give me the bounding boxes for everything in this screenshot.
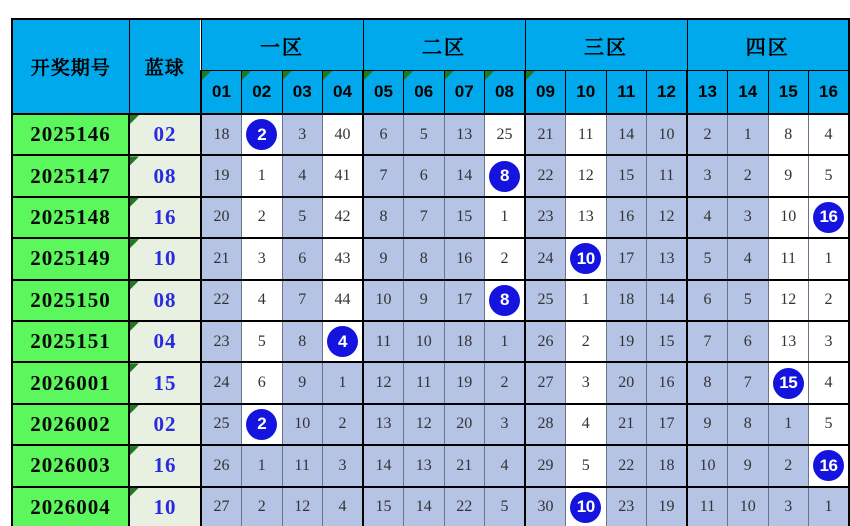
- miss-count-cell: 25: [525, 280, 566, 321]
- miss-count-cell: 15: [444, 197, 485, 238]
- miss-count-cell: 13: [768, 321, 809, 362]
- miss-count-cell: 10: [282, 404, 323, 445]
- blue-ball-hit-marker: 8: [489, 161, 520, 192]
- miss-count-cell: 5: [404, 114, 445, 155]
- miss-count-cell: 5: [485, 487, 526, 526]
- column-header-14: 14: [728, 71, 769, 115]
- miss-count-cell: 43: [323, 238, 364, 279]
- period-cell: 2025149: [12, 238, 129, 279]
- corner-triangle-icon: [404, 71, 413, 80]
- miss-count-cell: 11: [566, 114, 607, 155]
- miss-count-cell: 5: [242, 321, 283, 362]
- column-header-06: 06: [404, 71, 445, 115]
- blue-ball-hit-marker: 4: [327, 326, 358, 357]
- miss-count-cell: 13: [566, 197, 607, 238]
- miss-count-cell: 14: [444, 155, 485, 196]
- miss-count-cell: 8: [282, 321, 323, 362]
- hit-cell: [242, 404, 283, 445]
- miss-count-cell: 2: [687, 114, 728, 155]
- miss-count-cell: 8: [728, 404, 769, 445]
- column-header-04: 04: [323, 71, 364, 115]
- miss-count-cell: 2: [566, 321, 607, 362]
- period-cell: 2025150: [12, 280, 129, 321]
- blue-ball-hit-marker: 8: [489, 285, 520, 316]
- miss-count-cell: 6: [687, 280, 728, 321]
- period-cell: 2026003: [12, 445, 129, 486]
- miss-count-cell: 2: [242, 487, 283, 526]
- miss-count-cell: 21: [606, 404, 647, 445]
- miss-count-cell: 3: [485, 404, 526, 445]
- miss-count-cell: 9: [363, 238, 404, 279]
- miss-count-cell: 18: [606, 280, 647, 321]
- miss-count-cell: 22: [606, 445, 647, 486]
- miss-count-cell: 42: [323, 197, 364, 238]
- hit-cell: [323, 321, 364, 362]
- zone-header-row: [12, 19, 849, 71]
- column-header-02: 02: [242, 71, 283, 115]
- miss-count-cell: 5: [282, 197, 323, 238]
- miss-count-cell: 12: [404, 404, 445, 445]
- blue-ball-cell: 08: [129, 280, 201, 321]
- miss-count-cell: 2: [242, 197, 283, 238]
- corner-triangle-icon: [526, 71, 535, 80]
- miss-count-cell: 19: [201, 155, 242, 196]
- miss-count-cell: 23: [525, 197, 566, 238]
- miss-count-cell: 2: [768, 445, 809, 486]
- miss-count-cell: 28: [525, 404, 566, 445]
- miss-count-cell: 12: [566, 155, 607, 196]
- miss-count-cell: 26: [525, 321, 566, 362]
- miss-count-cell: 22: [444, 487, 485, 526]
- miss-count-cell: 12: [768, 280, 809, 321]
- miss-count-cell: 8: [404, 238, 445, 279]
- miss-count-cell: 25: [485, 114, 526, 155]
- miss-count-cell: 2: [809, 280, 850, 321]
- miss-count-cell: 10: [363, 280, 404, 321]
- miss-count-cell: 9: [768, 155, 809, 196]
- corner-triangle-icon: [242, 71, 251, 80]
- column-header-01: 01: [201, 71, 242, 115]
- column-header-10: 10: [566, 71, 607, 115]
- miss-count-cell: 13: [444, 114, 485, 155]
- miss-count-cell: 11: [687, 487, 728, 526]
- hit-cell: [566, 487, 607, 526]
- miss-count-cell: 15: [647, 321, 688, 362]
- corner-triangle-icon: [202, 71, 211, 80]
- miss-count-cell: 44: [323, 280, 364, 321]
- miss-count-cell: 7: [363, 155, 404, 196]
- miss-count-cell: 14: [363, 445, 404, 486]
- column-header-05: 05: [363, 71, 404, 115]
- miss-count-cell: 4: [809, 114, 850, 155]
- miss-count-cell: 21: [444, 445, 485, 486]
- table-row: [12, 404, 849, 445]
- miss-count-cell: 2: [323, 404, 364, 445]
- blue-ball-cell: 02: [129, 114, 201, 155]
- miss-count-cell: 12: [282, 487, 323, 526]
- miss-count-cell: 1: [566, 280, 607, 321]
- miss-count-cell: 12: [647, 197, 688, 238]
- miss-count-cell: 22: [525, 155, 566, 196]
- miss-count-cell: 3: [282, 114, 323, 155]
- hit-cell: [809, 445, 850, 486]
- blue-ball-hit-marker: 10: [570, 492, 601, 523]
- corner-triangle-icon: [130, 115, 139, 124]
- miss-count-cell: 4: [485, 445, 526, 486]
- miss-count-cell: 26: [201, 445, 242, 486]
- miss-count-cell: 10: [768, 197, 809, 238]
- miss-count-cell: 5: [809, 404, 850, 445]
- miss-count-cell: 13: [647, 238, 688, 279]
- miss-count-cell: 11: [363, 321, 404, 362]
- corner-triangle-icon: [130, 363, 139, 372]
- hit-cell: [242, 114, 283, 155]
- corner-triangle-icon: [130, 239, 139, 248]
- miss-count-cell: 1: [768, 404, 809, 445]
- period-cell: 2025147: [12, 155, 129, 196]
- miss-count-cell: 19: [606, 321, 647, 362]
- miss-count-cell: 14: [606, 114, 647, 155]
- column-header-07: 07: [444, 71, 485, 115]
- miss-count-cell: 3: [768, 487, 809, 526]
- miss-count-cell: 21: [201, 238, 242, 279]
- miss-count-cell: 4: [687, 197, 728, 238]
- hit-cell: [566, 238, 607, 279]
- period-cell: 2026002: [12, 404, 129, 445]
- miss-count-cell: 14: [404, 487, 445, 526]
- miss-count-cell: 29: [525, 445, 566, 486]
- miss-count-cell: 7: [282, 280, 323, 321]
- blue-ball-cell: 10: [129, 487, 201, 526]
- column-header-12: 12: [647, 71, 688, 115]
- miss-count-cell: 6: [404, 155, 445, 196]
- table-row: [12, 155, 849, 196]
- corner-triangle-icon: [283, 71, 292, 80]
- blue-ball-hit-marker: 2: [246, 119, 277, 150]
- miss-count-cell: 1: [728, 114, 769, 155]
- blue-ball-cell: 16: [129, 445, 201, 486]
- miss-count-cell: 23: [606, 487, 647, 526]
- miss-count-cell: 18: [201, 114, 242, 155]
- period-cell: 2025146: [12, 114, 129, 155]
- miss-count-cell: 18: [647, 445, 688, 486]
- miss-count-cell: 8: [768, 114, 809, 155]
- miss-count-cell: 27: [201, 487, 242, 526]
- corner-triangle-icon: [323, 71, 332, 80]
- corner-triangle-icon: [485, 71, 494, 80]
- zone-header-4: 四区: [687, 19, 849, 71]
- blue-ball-cell: 16: [129, 197, 201, 238]
- period-cell: 2026001: [12, 362, 129, 403]
- hit-cell: [485, 155, 526, 196]
- miss-count-cell: 16: [444, 238, 485, 279]
- period-header: 开奖期号: [12, 19, 129, 114]
- corner-triangle-icon: [130, 322, 139, 331]
- miss-count-cell: 21: [525, 114, 566, 155]
- period-cell: 2025151: [12, 321, 129, 362]
- corner-triangle-icon: [130, 281, 139, 290]
- miss-count-cell: 2: [485, 362, 526, 403]
- miss-count-cell: 4: [728, 238, 769, 279]
- corner-triangle-icon: [364, 71, 373, 80]
- blue-ball-cell: 02: [129, 404, 201, 445]
- miss-count-cell: 2: [485, 238, 526, 279]
- column-header-13: 13: [687, 71, 728, 115]
- miss-count-cell: 1: [242, 445, 283, 486]
- corner-triangle-icon: [445, 71, 454, 80]
- hit-cell: [485, 280, 526, 321]
- miss-count-cell: 13: [404, 445, 445, 486]
- blue-ball-header: 蓝球: [129, 19, 201, 114]
- miss-count-cell: 40: [323, 114, 364, 155]
- zone-header-2: 二区: [363, 19, 525, 71]
- miss-count-cell: 11: [647, 155, 688, 196]
- hit-cell: [768, 362, 809, 403]
- corner-triangle-icon: [130, 156, 139, 165]
- miss-count-cell: 9: [282, 362, 323, 403]
- column-header-09: 09: [525, 71, 566, 115]
- miss-count-cell: 4: [242, 280, 283, 321]
- miss-count-cell: 5: [687, 238, 728, 279]
- miss-count-cell: 17: [444, 280, 485, 321]
- miss-count-cell: 7: [687, 321, 728, 362]
- miss-count-cell: 4: [323, 487, 364, 526]
- miss-count-cell: 11: [768, 238, 809, 279]
- trend-table-body: [12, 114, 849, 526]
- miss-count-cell: 3: [728, 197, 769, 238]
- corner-triangle-icon: [130, 488, 139, 497]
- miss-count-cell: 13: [363, 404, 404, 445]
- miss-count-cell: 30: [525, 487, 566, 526]
- miss-count-cell: 7: [728, 362, 769, 403]
- column-header-11: 11: [606, 71, 647, 115]
- miss-count-cell: 11: [404, 362, 445, 403]
- miss-count-cell: 1: [323, 362, 364, 403]
- miss-count-cell: 1: [485, 321, 526, 362]
- miss-count-cell: 14: [647, 280, 688, 321]
- miss-count-cell: 7: [404, 197, 445, 238]
- corner-triangle-icon: [130, 198, 139, 207]
- miss-count-cell: 6: [282, 238, 323, 279]
- miss-count-cell: 27: [525, 362, 566, 403]
- blue-ball-cell: 04: [129, 321, 201, 362]
- blue-ball-hit-marker: 15: [773, 368, 804, 399]
- miss-count-cell: 3: [687, 155, 728, 196]
- miss-count-cell: 16: [606, 197, 647, 238]
- miss-count-cell: 20: [444, 404, 485, 445]
- miss-count-cell: 17: [647, 404, 688, 445]
- blue-ball-cell: 10: [129, 238, 201, 279]
- miss-count-cell: 3: [242, 238, 283, 279]
- period-cell: 2026004: [12, 487, 129, 526]
- miss-count-cell: 24: [201, 362, 242, 403]
- blue-ball-hit-marker: 10: [570, 243, 601, 274]
- period-cell: 2025148: [12, 197, 129, 238]
- corner-triangle-icon: [130, 405, 139, 414]
- miss-count-cell: 15: [606, 155, 647, 196]
- blue-ball-hit-marker: 2: [246, 409, 277, 440]
- table-row: [12, 238, 849, 279]
- miss-count-cell: 1: [485, 197, 526, 238]
- miss-count-cell: 10: [728, 487, 769, 526]
- miss-count-cell: 16: [647, 362, 688, 403]
- miss-count-cell: 1: [809, 487, 850, 526]
- blue-ball-trend-table: [11, 18, 850, 526]
- miss-count-cell: 41: [323, 155, 364, 196]
- miss-count-cell: 20: [201, 197, 242, 238]
- hit-cell: [809, 197, 850, 238]
- miss-count-cell: 10: [647, 114, 688, 155]
- table-row: [12, 280, 849, 321]
- miss-count-cell: 12: [363, 362, 404, 403]
- miss-count-cell: 1: [809, 238, 850, 279]
- miss-count-cell: 4: [809, 362, 850, 403]
- table-row: [12, 114, 849, 155]
- miss-count-cell: 5: [566, 445, 607, 486]
- miss-count-cell: 6: [242, 362, 283, 403]
- miss-count-cell: 23: [201, 321, 242, 362]
- blue-ball-cell: 15: [129, 362, 201, 403]
- miss-count-cell: 18: [444, 321, 485, 362]
- miss-count-cell: 19: [647, 487, 688, 526]
- column-header-15: 15: [768, 71, 809, 115]
- miss-count-cell: 25: [201, 404, 242, 445]
- blue-ball-hit-marker: 16: [813, 202, 844, 233]
- miss-count-cell: 4: [282, 155, 323, 196]
- table-row: [12, 445, 849, 486]
- zone-header-3: 三区: [525, 19, 687, 71]
- miss-count-cell: 17: [606, 238, 647, 279]
- column-header-16: 16: [809, 71, 850, 115]
- table-row: [12, 487, 849, 526]
- table-row: [12, 321, 849, 362]
- miss-count-cell: 24: [525, 238, 566, 279]
- miss-count-cell: 15: [363, 487, 404, 526]
- miss-count-cell: 20: [606, 362, 647, 403]
- miss-count-cell: 3: [323, 445, 364, 486]
- miss-count-cell: 4: [566, 404, 607, 445]
- miss-count-cell: 2: [728, 155, 769, 196]
- miss-count-cell: 8: [687, 362, 728, 403]
- zone-header-1: 一区: [201, 19, 363, 71]
- miss-count-cell: 11: [282, 445, 323, 486]
- miss-count-cell: 22: [201, 280, 242, 321]
- miss-count-cell: 6: [363, 114, 404, 155]
- column-header-08: 08: [485, 71, 526, 115]
- miss-count-cell: 9: [404, 280, 445, 321]
- miss-count-cell: 10: [687, 445, 728, 486]
- column-header-03: 03: [282, 71, 323, 115]
- table-row: [12, 197, 849, 238]
- blue-ball-hit-marker: 16: [813, 450, 844, 481]
- miss-count-cell: 5: [809, 155, 850, 196]
- miss-count-cell: 8: [363, 197, 404, 238]
- table-row: [12, 362, 849, 403]
- miss-count-cell: 19: [444, 362, 485, 403]
- corner-triangle-icon: [130, 446, 139, 455]
- miss-count-cell: 5: [728, 280, 769, 321]
- miss-count-cell: 10: [404, 321, 445, 362]
- blue-ball-cell: 08: [129, 155, 201, 196]
- miss-count-cell: 9: [728, 445, 769, 486]
- miss-count-cell: 6: [728, 321, 769, 362]
- miss-count-cell: 3: [809, 321, 850, 362]
- miss-count-cell: 3: [566, 362, 607, 403]
- miss-count-cell: 1: [242, 155, 283, 196]
- miss-count-cell: 9: [687, 404, 728, 445]
